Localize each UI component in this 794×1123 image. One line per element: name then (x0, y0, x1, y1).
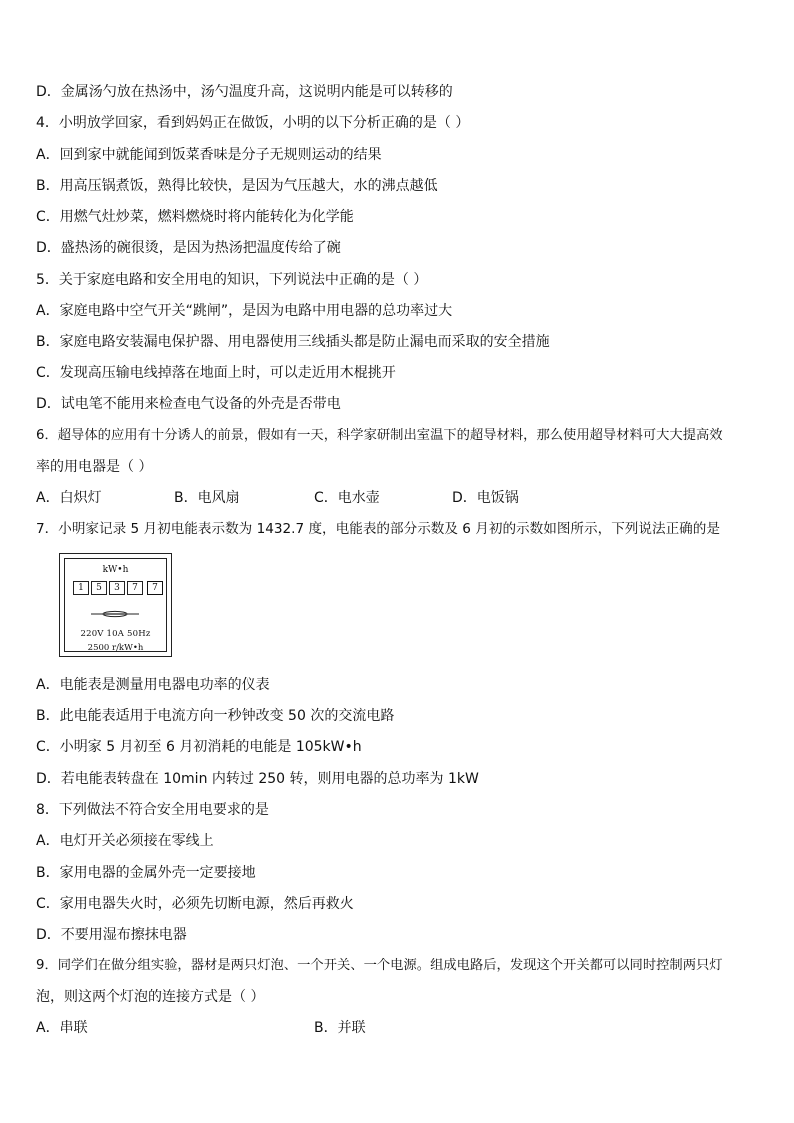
q6-stem-line-1: 6．超导体的应用有十分诱人的前景，假如有一天，科学家研制出室温下的超导材料，那么使用超导材料可大大提高效 (36, 428, 723, 443)
meter-constant-label: 2500 r/kW•h (87, 643, 144, 653)
meter-rotating-disc-icon (91, 609, 139, 619)
meter-decimal-digit: 7 (147, 581, 163, 595)
q9-stem-line-2: 泡，则这两个灯泡的连接方式是（ ） (36, 989, 265, 1005)
q9-option-b: B．并联 (314, 1020, 366, 1036)
meter-digit-display (73, 581, 165, 595)
meter-face (64, 558, 167, 652)
q7-option-b: B．此电能表适用于电流方向一秒钟改变 50 次的交流电路 (36, 708, 395, 724)
q7-option-c: C．小明家 5 月初至 6 月初消耗的电能是 105kW•h (36, 739, 362, 755)
q7-option-d: D．若电能表转盘在 10min 内转过 250 转，则用电器的总功率为 1kW (36, 771, 479, 787)
q8-option-c: C．家用电器失火时，必须先切断电源，然后再救火 (36, 896, 354, 912)
q5-option-c: C．发现高压输电线掉落在地面上时，可以走近用木棍挑开 (36, 365, 396, 381)
q5-option-b: B．家庭电路安装漏电保护器、用电器使用三线插头都是防止漏电而采取的安全措施 (36, 334, 550, 350)
meter-unit-label: kW•h (102, 565, 129, 575)
q8-option-a: A．电灯开关必须接在零线上 (36, 833, 214, 849)
q6-option-d: D．电饭锅 (452, 490, 519, 506)
q6-option-a: A．白炽灯 (36, 490, 102, 506)
meter-digit: 7 (127, 581, 143, 595)
meter-digit: 5 (91, 581, 107, 595)
q4-option-d: D．盛热汤的碗很烫，是因为热汤把温度传给了碗 (36, 240, 341, 256)
q6-stem-line-2: 率的用电器是（ ） (36, 459, 153, 475)
q4-option-b: B．用高压锅煮饭，熟得比较快，是因为气压越大，水的沸点越低 (36, 178, 438, 194)
q5-option-a: A．家庭电路中空气开关“跳闸”，是因为电路中用电器的总功率过大 (36, 303, 453, 319)
meter-digit: 3 (109, 581, 125, 595)
meter-digit: 1 (73, 581, 89, 595)
q4-option-a: A．回到家中就能闻到饭菜香味是分子无规则运动的结果 (36, 147, 382, 163)
q9-stem-line-1: 9．同学们在做分组实验，器材是两只灯泡、一个开关、一个电源。组成电路后，发现这个开关都可以同时控制两只灯 (36, 958, 723, 973)
q4-option-c: C．用燃气灶炒菜，燃料燃烧时将内能转化为化学能 (36, 209, 354, 225)
q6-options (36, 489, 519, 507)
electricity-meter-figure (59, 553, 172, 657)
q9-option-a: A．串联 (36, 1020, 88, 1036)
q6-option-b: B．电风扇 (174, 490, 240, 506)
q8-option-b: B．家用电器的金属外壳一定要接地 (36, 865, 256, 881)
q7-stem: 7．小明家记录 5 月初电能表示数为 1432.7 度，电能表的部分示数及 6 月初的示数如图所示，下列说法正确的是 (36, 521, 720, 537)
q7-option-a: A．电能表是测量用电器电功率的仪表 (36, 677, 270, 693)
meter-spec-label: 220V 10A 50Hz (80, 629, 151, 639)
q6-option-c: C．电水壶 (314, 490, 380, 506)
q5-option-d: D．试电笔不能用来检查电气设备的外壳是否带电 (36, 396, 341, 412)
q4-stem: 4．小明放学回家，看到妈妈正在做饭，小明的以下分析正确的是（ ） (36, 115, 470, 131)
q5-stem: 5．关于家庭电路和安全用电的知识，下列说法中正确的是（ ） (36, 272, 428, 288)
q8-stem: 8．下列做法不符合安全用电要求的是 (36, 802, 269, 818)
q3-option-d: D．金属汤勺放在热汤中，汤勺温度升高，这说明内能是可以转移的 (36, 84, 453, 100)
q9-options (36, 1019, 366, 1037)
q8-option-d: D．不要用湿布擦抹电器 (36, 927, 187, 943)
